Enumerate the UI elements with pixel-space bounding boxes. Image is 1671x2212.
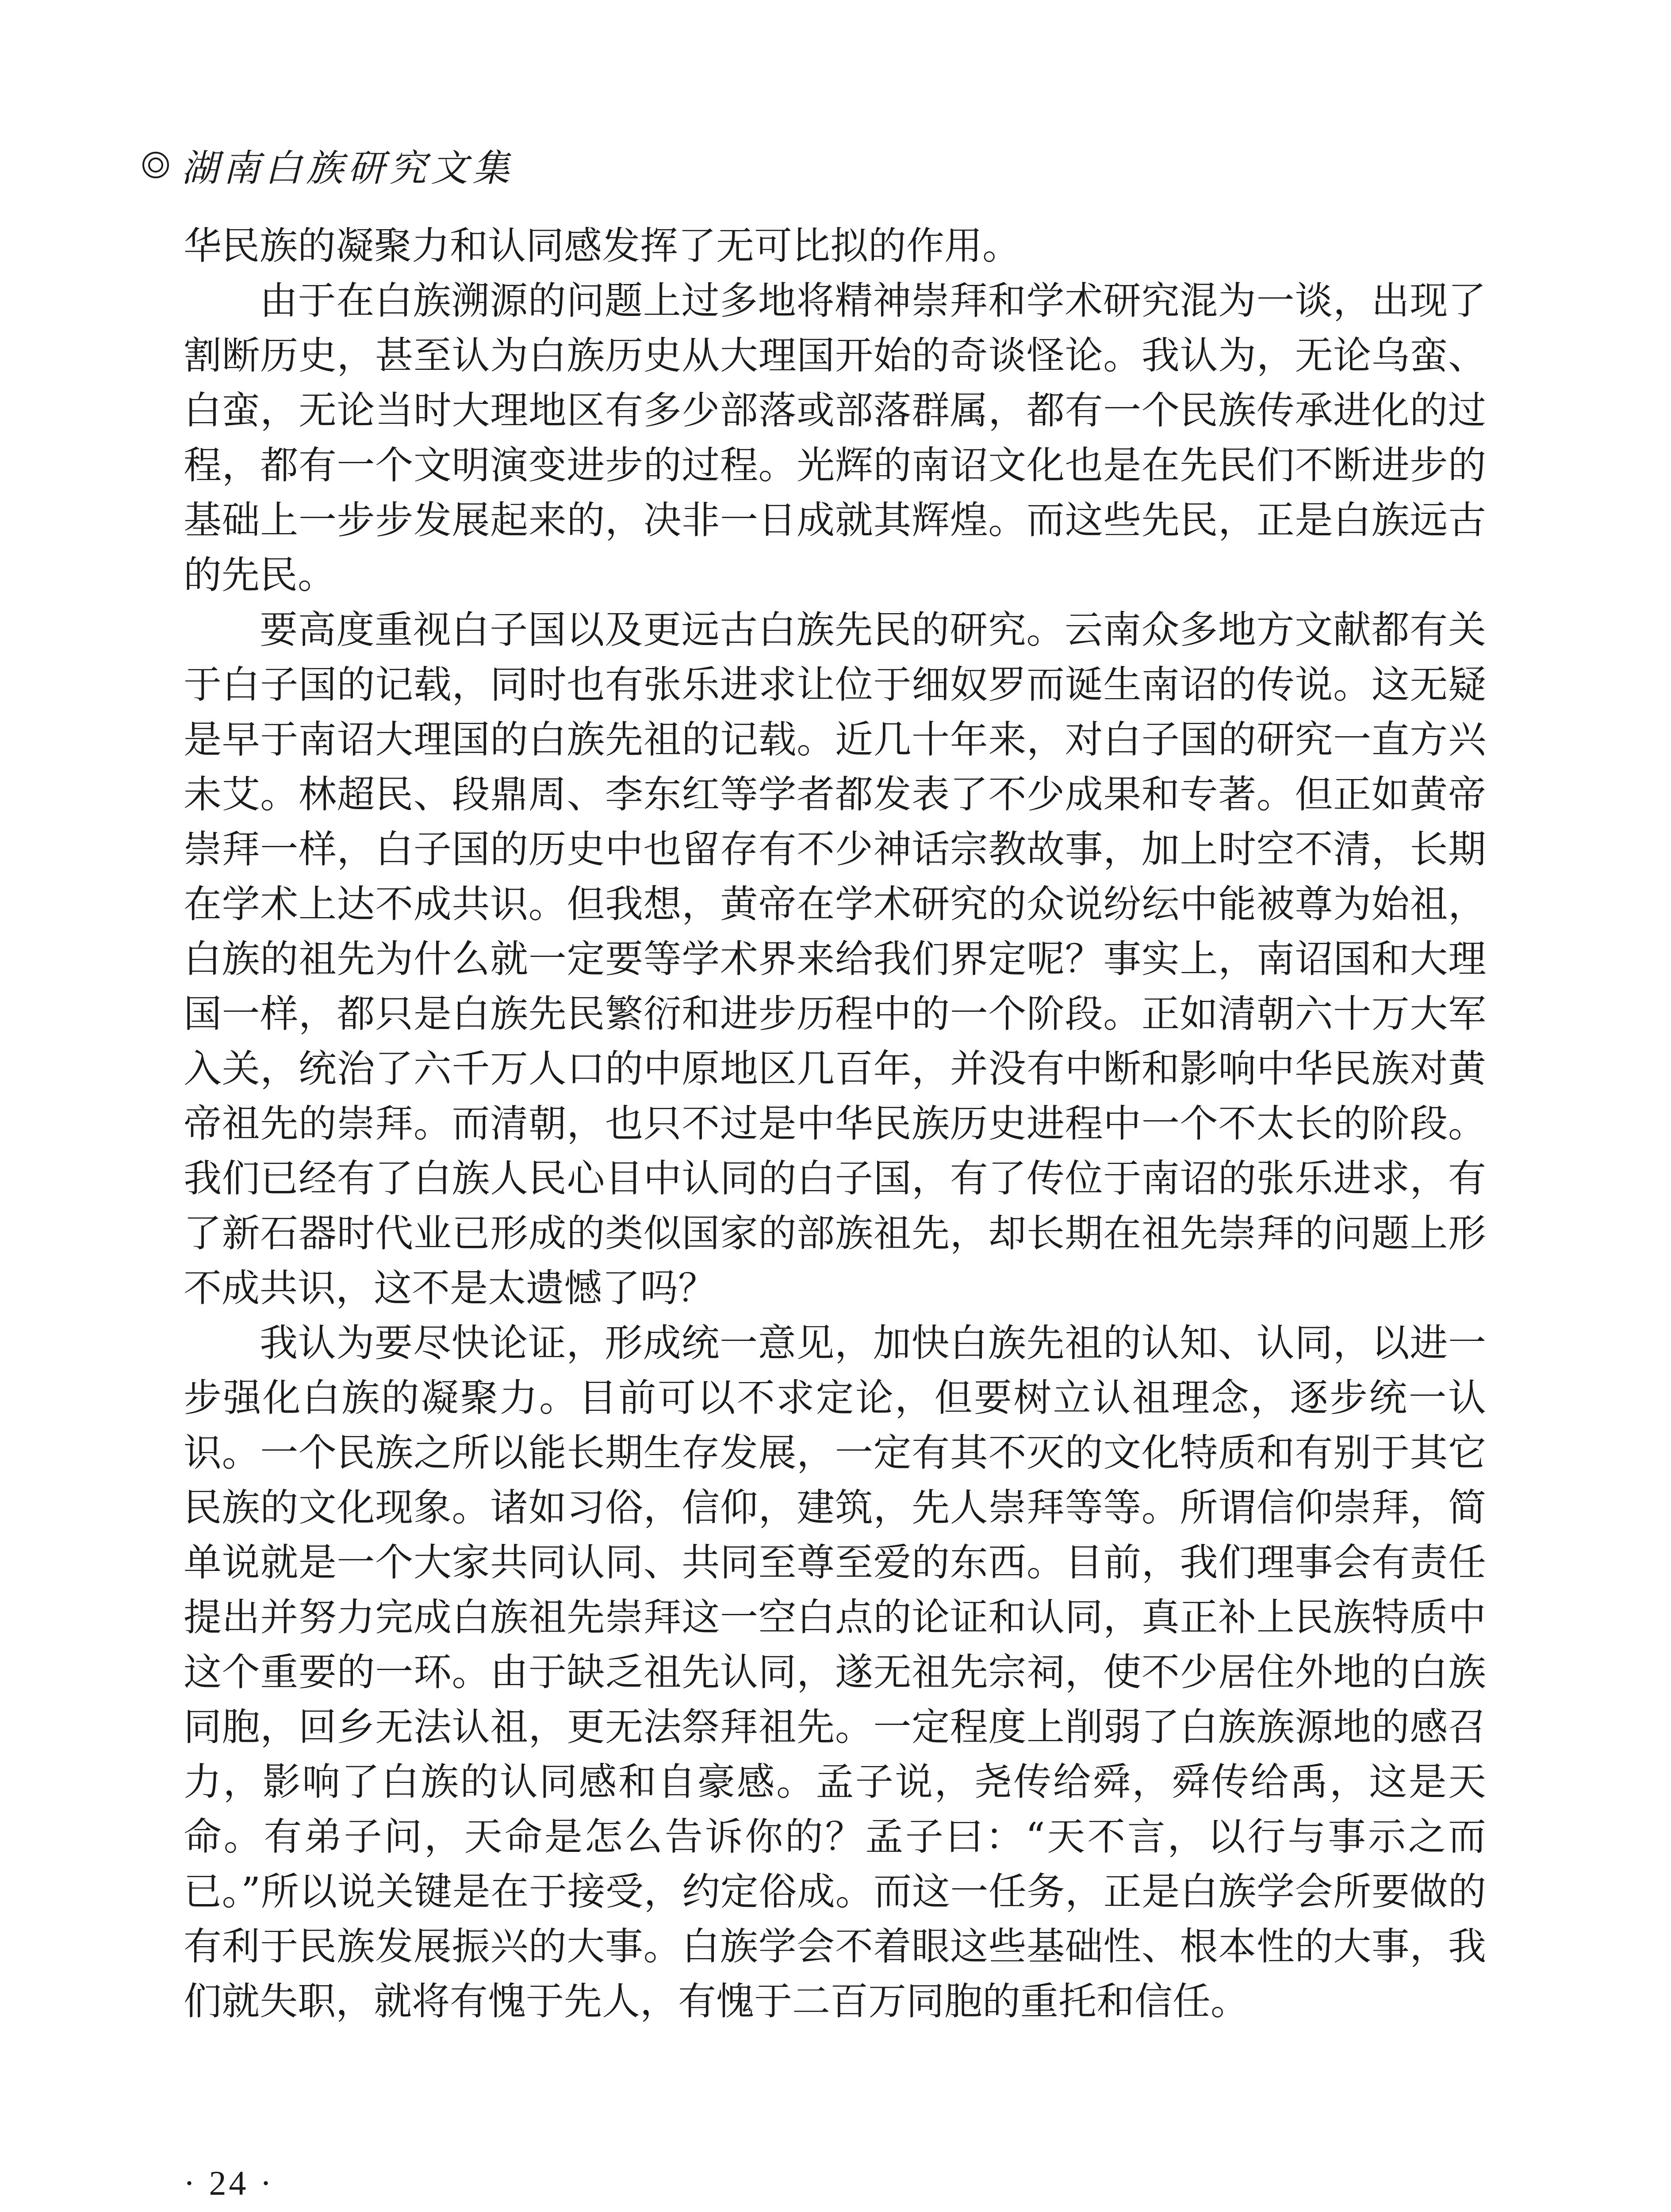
running-header	[142, 141, 514, 189]
book-title: 湖南白族研究文集	[181, 146, 514, 190]
double-circle-icon	[142, 151, 170, 179]
paragraph-continued: 华民族的凝聚力和认同感发挥了无可比拟的作用。	[184, 224, 1020, 268]
page-number: · 24 ·	[184, 2164, 274, 2202]
paragraph: 我认为要尽快论证，形成统一意见，加快白族先祖的认知、认同，以进一步强化白族的凝聚力。目前可以不求定论，但要树立认祖理念，逐步统一认识。一个民族之所以能长期生存发展，一定有其不灭的文化特质和有别于其它民族的文化现象。诸如习俗，信仰，建筑，先人崇拜等等。所谓信仰崇拜，简单说就是一个大家共同认同、共同至尊至爱的东西。目前，我们理事会有责任提出并努力完成白族祖先崇拜这一空白点的论证和认同，真正补上民族特质中这个重要的一环。由于缺乏祖先认同，遂无祖先宗祠，使不少居住外地的白族同胞，回乡无法认祖，更无法祭拜祖先。一定程度上削弱了白族族源地的感召力，影响了白族的认同感和自豪感。孟子说，尧传给舜，舜传给禹，这是天命。有弟子问，天命是怎么告诉你的？孟子曰：“天不言，以行与事示之而已。”所以说关键是在于接受，约定俗成。而这一任务，正是白族学会所要做的有利于民族发展振兴的大事。白族学会不着眼这些基础性、根本性的大事，我们就失职，就将有愧于先人，有愧于二百万同胞的重托和信任。	[184, 1321, 1486, 2024]
paragraph: 由于在白族溯源的问题上过多地将精神崇拜和学术研究混为一谈，出现了割断历史，甚至认为白族历史从大理国开始的奇谈怪论。我认为，无论乌蛮、白蛮，无论当时大理地区有多少部落或部落群属，都有一个民族传承进化的过程，都有一个文明演变进步的过程。光辉的南诏文化也是在先民们不断进步的基础上一步步发展起来的，决非一日成就其辉煌。而这些先民，正是白族远古的先民。	[184, 279, 1486, 597]
page-body	[184, 219, 1486, 2029]
paragraph: 要高度重视白子国以及更远古白族先民的研究。云南众多地方文献都有关于白子国的记载，同时也有张乐进求让位于细奴罗而诞生南诏的传说。这无疑是早于南诏大理国的白族先祖的记载。近几十年来，对白子国的研究一直方兴未艾。林超民、段鼎周、李东红等学者都发表了不少成果和专著。但正如黄帝崇拜一样，白子国的历史中也留存有不少神话宗教故事，加上时空不清，长期在学术上达不成共识。但我想，黄帝在学术研究的众说纷纭中能被尊为始祖，白族的祖先为什么就一定要等学术界来给我们界定呢？事实上，南诏国和大理国一样，都只是白族先民繁衍和进步历程中的一个阶段。正如清朝六十万大军入关，统治了六千万人口的中原地区几百年，并没有中断和影响中华民族对黄帝祖先的崇拜。而清朝，也只不过是中华民族历史进程中一个不太长的阶段。我们已经有了白族人民心目中认同的白子国，有了传位于南诏的张乐进求，有了新石器时代业已形成的类似国家的部族祖先，却长期在祖先崇拜的问题上形不成共识，这不是太遗憾了吗？	[184, 608, 1486, 1310]
